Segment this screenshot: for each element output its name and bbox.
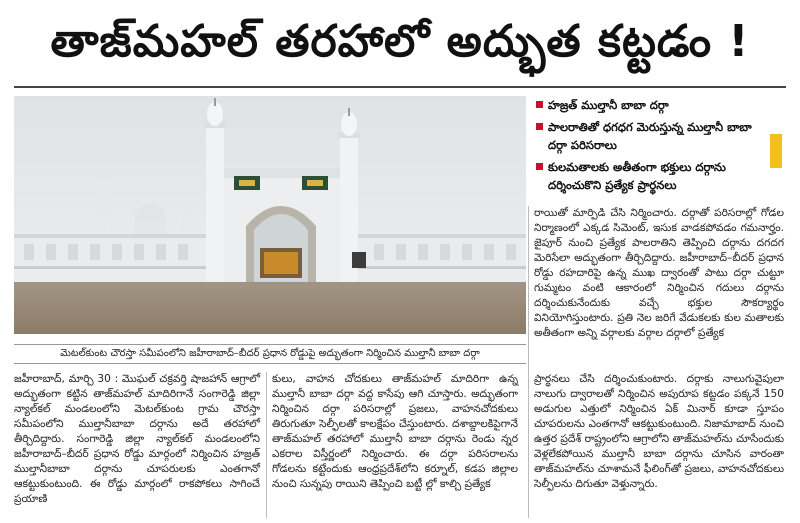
- highlight-item: [534, 158, 774, 194]
- article-paragraph: రాయితో మార్పిడి చేసి నిర్మించారు. దర్గాతో పరిసరాల్లో గోడల నిర్మాణంలో ఎక్కడ సిమెంట్, ఇసుక వాడకపోవడం గమనార్హం. జైపూర్ నుంచి ప్రత్యేక పాలరాతిని తెప్పించి దర్గాను దగదగ మెరిసేలా అద్భుతంగా తీర్చిదిద్దారు. జహీరాబాద్–బీదర్ ప్రధాన రోడ్డు రహదారిపై ఉన్న ముఖ ద్వారంతో పాటు దర్గా చుట్టూ గుమ్మటం వంటి ఆకారంలో నిర్మించిన గదులు దర్గాను దర్శించుకునేందుకు వచ్చే భక్తుల సౌకర్యార్థం వినియోగిస్తుంటారు. ప్రతి నెల జరిగే వేడుకలకు కుల మతాలకు అతీతంగా అన్ని వర్గాలకు వర్గాల దర్గాలో ప్రత్యేక: [534, 207, 784, 339]
- photo-caption: మెటల్‌కుంట చౌరస్తా సమీపంలోని జహీరాబాద్–బీదర్ ప్రధాన రోడ్డుపై అద్భుతంగా నిర్మించిన ముల్తానీ బాబా దర్గా: [14, 344, 526, 364]
- headline-rule: [14, 86, 786, 88]
- highlight-item: [534, 96, 774, 114]
- bullet-icon: [536, 101, 543, 108]
- article-column-right-top: [534, 206, 784, 341]
- highlight-text: కులమతాలకు అతీతంగా భక్తులు దర్గాను దర్శించుకొని ప్రత్యేక ప్రార్థనలు: [548, 160, 726, 192]
- highlight-text: పాలరాతితో ధగధగ మెరుస్తున్న ముల్తానీ బాబా దర్గా పరిసరాలు: [548, 120, 752, 152]
- bullet-icon: [536, 123, 543, 130]
- article-column-3: [534, 372, 784, 492]
- column-divider: [528, 206, 529, 518]
- article-paragraph: జహీరాబాద్, మార్చి 30 : మొఘల్ చక్రవర్తి షాజహాన్ ఆగ్రాలో అద్భుతంగా కట్టిన తాజ్‌మహల్ మాదిరిగానే సంగారెడ్డి జిల్లా న్యాల్‌కల్ మండలంలోని మెటల్‌కుంట గ్రామ చౌరస్తా సమీపంలోని ముల్తానీబాబా దర్గాను అదే తరహాలో తీర్చిదిద్దారు. సంగారెడ్డి జిల్లా న్యాల్‌కల్ మండలంలోని జహీరాబాద్–బీదర్ ప్రధాన రోడ్డు మార్గంలో నిర్మించిన హజ్రత్ ముల్తానీబాబా దర్గాను చూపరులకు ఎంతగానో ఆకట్టుకుంటుంది. ఈ రోడ్డు మార్గంలో రాకపోకలు సాగించే ప్రయాణి: [14, 373, 260, 505]
- highlight-item: [534, 118, 774, 154]
- headline: తాజ్‌మహల్ తరహాలో అద్భుత కట్టడం !: [50, 16, 750, 67]
- article-column-2: [272, 372, 518, 492]
- article-paragraph: ప్రార్థనలు చేసి దర్శించుకుంటారు. దర్గాకు నాలుగువైపులా నాలుగు ద్వారాలతో నిర్మించిన అపురూప కట్టడం పక్కనే 150 అడుగుల ఎత్తులో నిర్మించిన ఏక్ మినార్ కూడా స్తూపం చూపరులను ఎంతగానో ఆకట్టుకుంటుంది. నిజామాబాద్ నుంచి ఉత్తర ప్రదేశ్ రాష్ట్రంలోని ఆగ్రాలోని తాజ్‌మహల్‌ను చూసేందుకు వెళ్లలేకపోయిన ముల్తానీ బాబా దర్గాను చూసిన వారంతా తాజ్‌మహల్‌ను చూశామనే ఫీలింగ్‌తో ప్రజలు, వాహనచోదకులు సెల్ఫీలను దిగుతూ వెళ్తున్నారు.: [534, 373, 784, 490]
- dargah-photo: [14, 96, 526, 334]
- highlight-text: హజ్రత్ ముల్తానీ బాబా దర్గా: [548, 98, 669, 112]
- accent-bar: [770, 134, 782, 168]
- column-divider: [266, 372, 267, 518]
- article-paragraph: కులు, వాహన చోదకులు తాజ్‌మహల్ మాదిరిగా ఉన్న ముల్తానీ బాబా దర్గా వద్ద కాసేపు ఆగి చూస్తారు. అద్భుతంగా నిర్మించిన దర్గా పరిసరాల్లో ప్రజలు, వాహనచోదకులు తిరుగుతూ సెల్ఫీలతో కాలక్షేపం చేస్తుంటారు. దశాబ్దాలకిపైగానే తాజ్‌మహల్ తరహాలో ముల్తానీ బాబా దర్గాను రెండు న్నర ఎకరాల విస్తీర్ణంలో నిర్మించారు. ఈ దర్గా పరిసరాలను గోడలను కట్టేందుకు ఆంధ్రప్రదేశ్‌లోని కర్నూల్, కడప జిల్లాల నుంచి సున్నపు రాయిని తెప్పించి బట్టీ ల్లో కాల్చి ప్రత్యేక: [272, 373, 518, 490]
- highlights-box: [534, 96, 774, 198]
- bullet-icon: [536, 163, 543, 170]
- article-column-1: [14, 372, 260, 507]
